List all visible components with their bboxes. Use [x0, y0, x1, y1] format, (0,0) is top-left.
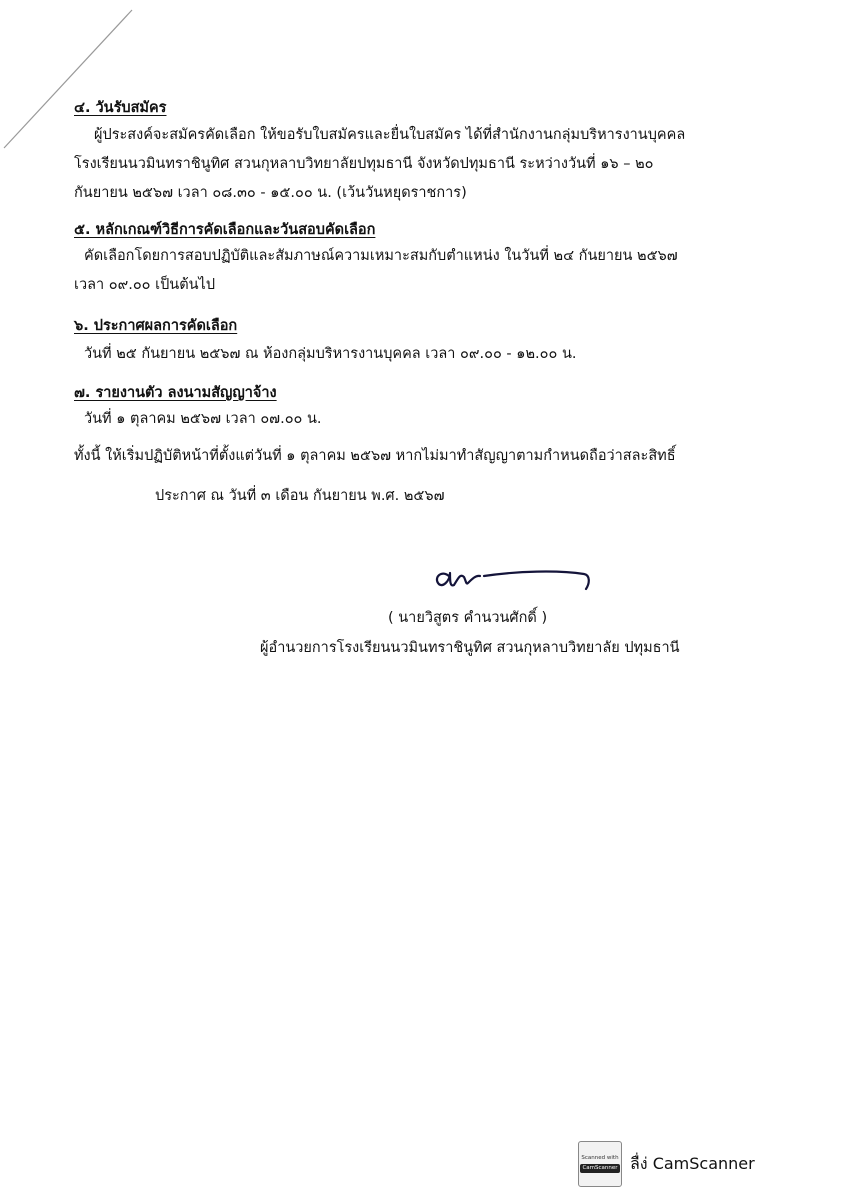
section-5-line-1: คัดเลือกโดยการสอบปฏิบัติและสัมภาษณ์ความเหมาะสมกับตำแหน่ง ในวันที่ ๒๔ กันยายน ๒๕๖๗ — [84, 248, 678, 264]
section-5-line-2: เวลา ๐๙.๐๐ เป็นต้นไป — [74, 277, 216, 293]
signature-image — [428, 555, 598, 595]
camscanner-logo-icon: CamScanner — [582, 1165, 618, 1171]
closing-paragraph — [74, 442, 794, 471]
camscanner-text: ลื่ง่ CamScanner — [630, 1153, 755, 1173]
camscanner-footer — [578, 1142, 755, 1186]
section-6-line-1: วันที่ ๒๕ กันยายน ๒๕๖๗ ณ ห้องกลุ่มบริหารงานบุคคล เวลา ๐๙.๐๐ - ๑๒.๐๐ น. — [84, 346, 577, 362]
section-7-heading: ๗. รายงานตัว ลงนามสัญญาจ้าง — [74, 385, 277, 401]
section-announcement — [74, 316, 794, 369]
section-7-line-1: วันที่ ๑ ตุลาคม ๒๕๖๗ เวลา ๐๗.๐๐ น. — [84, 411, 322, 427]
section-6-heading: ๖. ประกาศผลการคัดเลือก — [74, 318, 238, 334]
camscanner-badge — [578, 1141, 622, 1187]
section-application-period — [74, 98, 794, 208]
section-4-heading: ๔. วันรับสมัคร — [74, 100, 167, 116]
section-4-line-1: ผู้ประสงค์จะสมัครคัดเลือก ให้ขอรับใบสมัครและยื่นใบสมัคร ได้ที่สำนักงานกลุ่มบริหารงานบุคคล — [94, 127, 686, 143]
section-4-line-3: กันยายน ๒๕๖๗ เวลา ๐๘.๓๐ - ๑๕.๐๐ น. (เว้นวันหยุดราชการ) — [74, 185, 467, 201]
section-4-line-2: โรงเรียนนวมินทราชินูทิศ สวนกุหลาบวิทยาลัยปทุมธานี จังหวัดปทุมธานี ระหว่างวันที่ ๑๖ – ๒๐ — [74, 156, 654, 172]
section-5-heading: ๕. หลักเกณฑ์วิธีการคัดเลือกและวันสอบคัดเลือก — [74, 222, 376, 238]
closing-line: ทั้งนี้ ให้เริ่มปฏิบัติหน้าที่ตั้งแต่วันที่ ๑ ตุลาคม ๒๕๖๗ หากไม่มาทำสัญญาตามกำหนดถือว่าสละสิทธิ์ — [74, 448, 676, 464]
signer-title: ผู้อำนวยการโรงเรียนนวมินทราชินูทิศ สวนกุหลาบวิทยาลัย ปทุมธานี — [260, 640, 680, 656]
notice-date: ประกาศ ณ วันที่ ๓ เดือน กันยายน พ.ศ. ๒๕๖๗ — [155, 488, 445, 504]
signer-name: ( นายวิสูตร คำนวนศักดิ์ ) — [388, 610, 548, 626]
camscanner-badge-caption: Scanned with — [581, 1155, 619, 1161]
section-selection-criteria — [74, 220, 794, 300]
section-report-contract — [74, 383, 794, 434]
